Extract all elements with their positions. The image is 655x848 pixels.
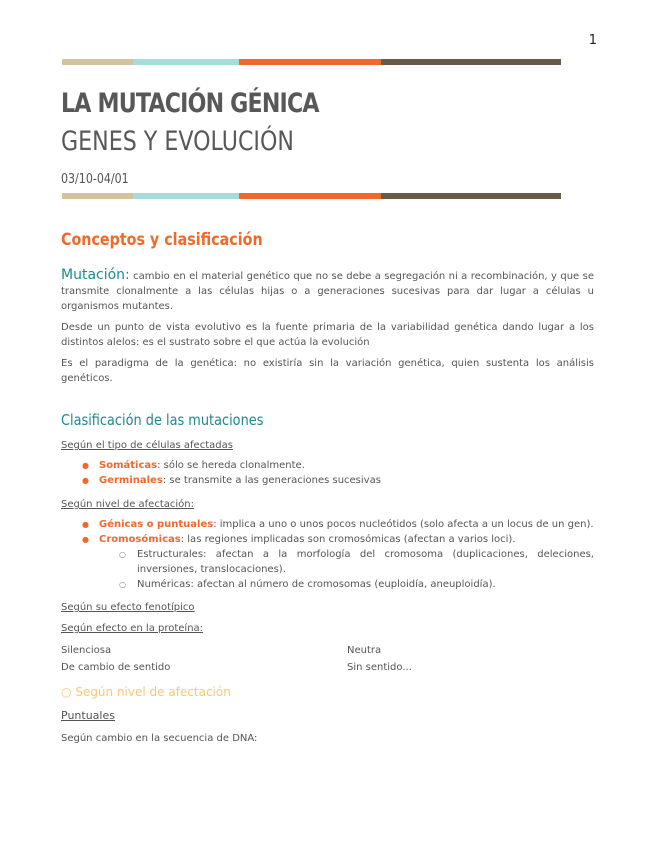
list-item: ● Somáticas: sólo se hereda clonalmente.: [99, 458, 594, 473]
stripe-segment: [239, 193, 381, 199]
protein-effect: Sin sentido...: [347, 662, 412, 673]
sublist-item: ○ Estructurales: afectan a la morfología del cromosoma (duplicaciones, deleciones, inversiones, translocaciones).: [137, 547, 594, 577]
list-item: ● Germinales: se transmite a las generaciones sucesivas: [99, 473, 594, 488]
stripe-segment: [62, 193, 133, 199]
protein-effects-row: [61, 662, 594, 673]
protein-effects-row: [61, 645, 594, 656]
stripe-segment: [239, 59, 381, 65]
group-label-cell-type: Según el tipo de células afectadas: [61, 440, 233, 451]
sublist-item: ○ Numéricas: afectan al número de cromosomas (euploidía, aneuploidía).: [137, 577, 594, 592]
list-item: ● Génicas o puntuales: implica a uno o unos pocos nucleótidos (solo afecta a un locus de un gen).: [99, 517, 594, 532]
stripe-segment: [62, 59, 133, 65]
protein-effect: De cambio de sentido: [61, 662, 171, 673]
cell-type-list: [61, 458, 594, 488]
faded-heading: ○ Según nivel de afectación: [61, 685, 231, 699]
chromosomal-sublist: [61, 547, 594, 592]
dna-change-label: Según cambio en la secuencia de DNA:: [61, 733, 258, 744]
stripe-segment: [381, 59, 561, 65]
page-number: 1: [588, 33, 597, 48]
group-label-phenotypic: Según su efecto fenotípico: [61, 602, 195, 613]
section-heading-concepts: Conceptos y clasificación: [61, 230, 263, 250]
mutation-definition-text: cambio en el material genético que no se debe a segregación ni a recombinación, y que se transmite clonalmente a las células hijas o a generaciones sucesivas para dar lugar a células u organismos mutantes.: [61, 271, 594, 312]
stripe-segment: [133, 193, 239, 199]
stripe-segment: [133, 59, 239, 65]
document-title: LA MUTACIÓN GÉNICA: [61, 88, 319, 119]
group-label-protein: Según efecto en la proteína:: [61, 623, 204, 634]
paragraph-paradigm: Es el paradigma de la genética: no existiría sin la variación genética, quien sustenta los análisis genéticos.: [61, 358, 594, 384]
top-color-stripe: [62, 59, 561, 65]
protein-effect: Silenciosa: [61, 645, 112, 656]
mutation-definition: [61, 268, 594, 314]
document-body: [61, 230, 594, 746]
mutation-term: Mutación:: [61, 267, 130, 283]
list-item: ● Cromosómicas: las regiones implicadas son cromosómicas (afectan a varios loci).: [99, 532, 594, 547]
document-subtitle: GENES Y EVOLUCIÓN: [61, 126, 294, 157]
stripe-segment: [381, 193, 561, 199]
circle-bullet-icon: ○: [61, 685, 72, 699]
document-date: 03/10-04/01: [61, 172, 129, 187]
paragraph-evolution: Desde un punto de vista evolutivo es la fuente primaria de la variabilidad genética dando lugar a los distintos alelos: es el sustrato sobre el que actúa la evolución: [61, 322, 594, 348]
puntuales-label: Puntuales: [61, 709, 115, 722]
bottom-color-stripe: [62, 193, 561, 199]
group-label-affectation: Según nivel de afectación:: [61, 499, 194, 510]
affectation-list: [61, 517, 594, 547]
section-heading-classification: Clasificación de las mutaciones: [61, 411, 264, 429]
protein-effect: Neutra: [347, 645, 382, 656]
